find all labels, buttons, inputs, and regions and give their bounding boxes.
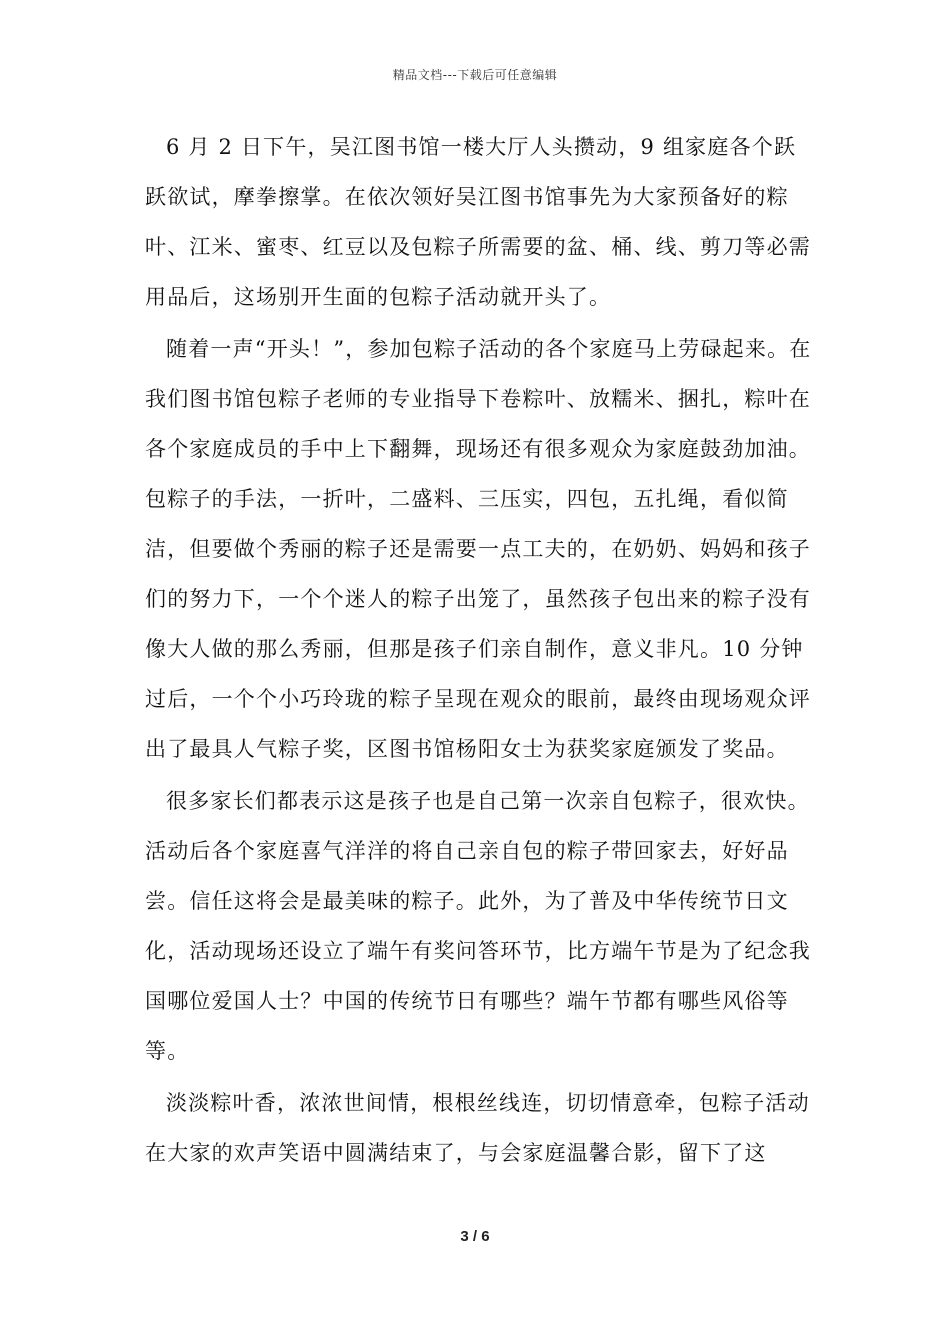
paragraph-4: 淡淡粽叶香，浓浓世间情，根根丝线连，切切情意牵，包粽子活动在大家的欢声笑语中圆满结束了，与会家庭温馨合影，留下了这 [145,1091,810,1165]
paragraph-3: 很多家长们都表示这是孩子也是自己第一次亲自包粽子，很欢快。活动后各个家庭喜气洋洋的将自己亲自包的粽子带回家去，好好品尝。信任这将会是最美味的粽子。此外，为了普及中华传统节日文化，活动现场还设立了端午有奖问答环节，比方端午节是为了纪念我国哪位爱国人士？中国的传统节日有哪些？端午节都有哪些风俗等等。 [145,789,811,1063]
page-number: 3 / 6 [460,1228,490,1245]
paragraph-2: 随着一声“开头！”，参加包粽子活动的各个家庭马上劳碌起来。在我们图书馆包粽子老师的专业指导下卷粽叶、放糯米、捆扎，粽叶在各个家庭成员的手中上下翻舞，现场还有很多观众为家庭鼓劲加油。包粽子的手法，一折叶，二盛料、三压实，四包，五扎绳，看似简洁，但要做个秀丽的粽子还是需要一点工夫的，在奶奶、妈妈和孩子们的努力下，一个个迷人的粽子出笼了，虽然孩子包出来的粽子没有像大人做的那么秀丽，但那是孩子们亲自制作，意义非凡。10 分钟过后，一个个小巧玲珑的粽子呈现在观众的眼前，最终由现场观众评出了最具人气粽子奖，区图书馆杨阳女士为获奖家庭颁发了奖品。 [145,337,812,761]
page-header: 精品文档---下载后可任意编辑 [392,68,558,82]
paragraph-1: 6 月 2 日下午，吴江图书馆一楼大厅人头攒动，9 组家庭各个跃跃欲试，摩拳擦掌。在依次领好吴江图书馆事先为大家预备好的粽叶、江米、蜜枣、红豆以及包粽子所需要的盆、桶、线、剪刀等必需用品后，这场别开生面的包粽子活动就开头了。 [145,135,811,309]
article-body [145,122,815,1178]
